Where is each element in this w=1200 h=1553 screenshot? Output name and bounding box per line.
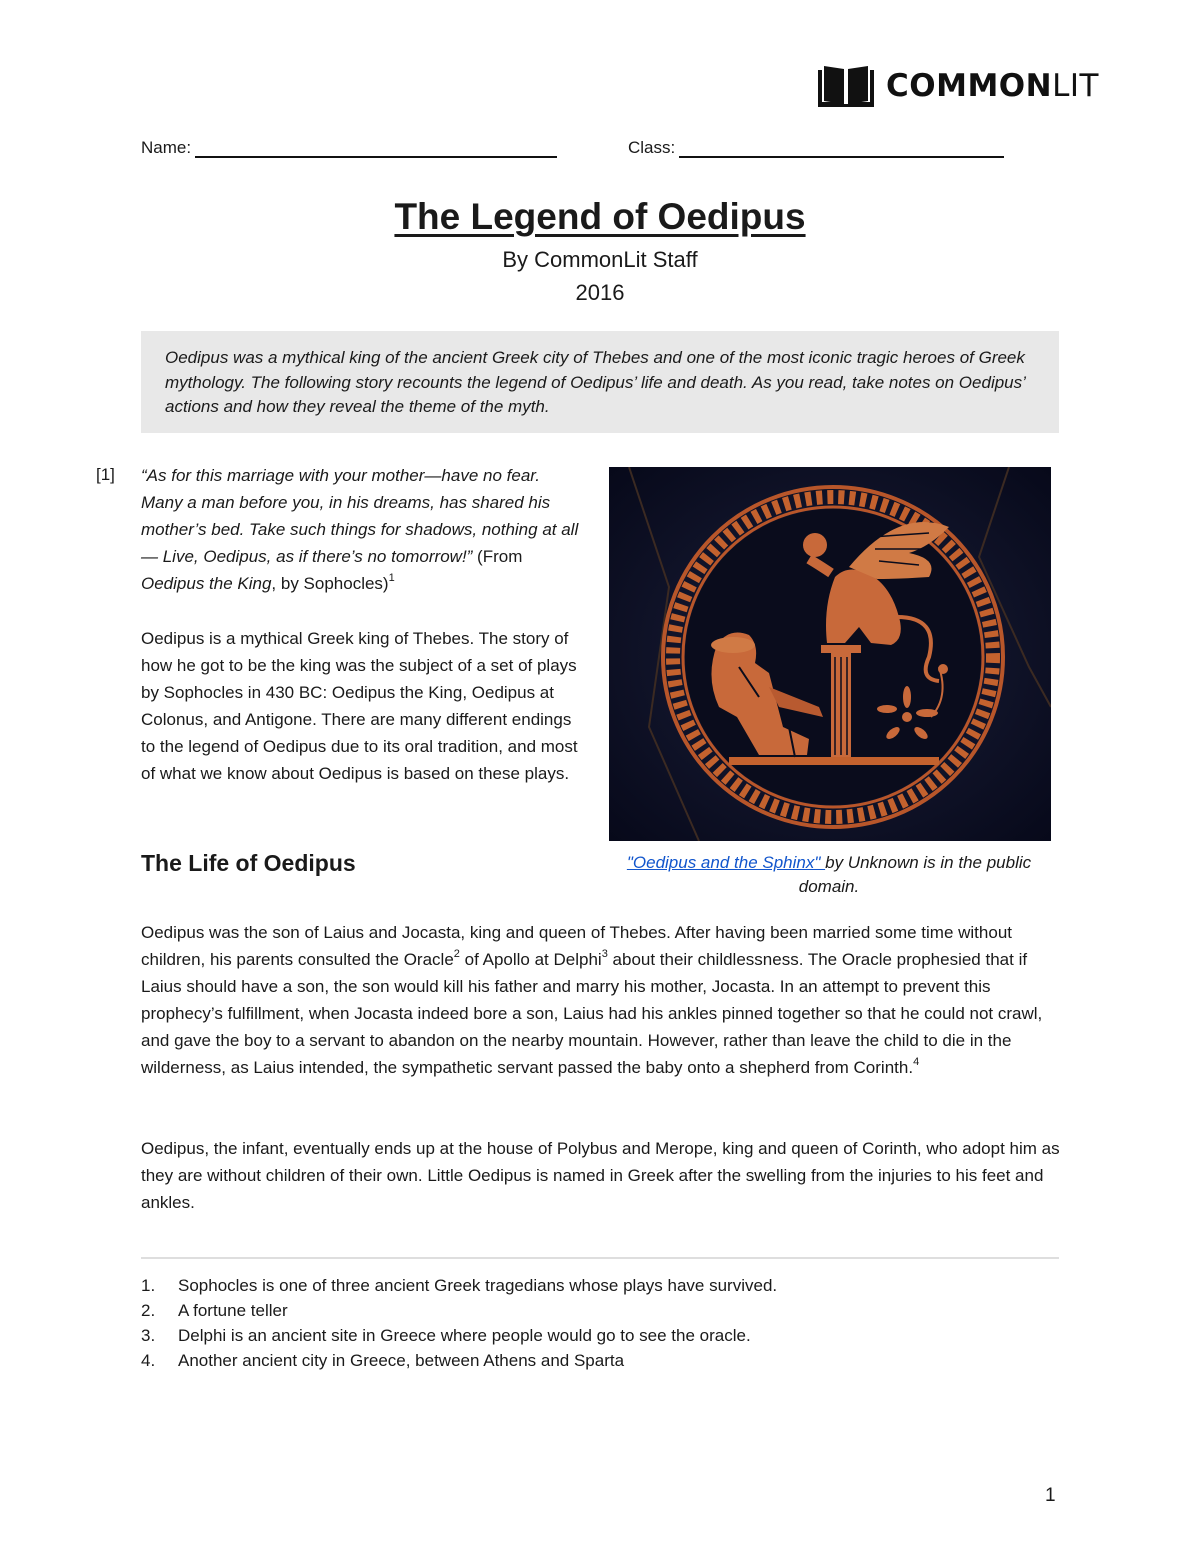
commonlit-logo	[818, 62, 1099, 110]
footnote-item: 4. Another ancient city in Greece, between Athens and Sparta	[141, 1351, 625, 1370]
footnote-item: 1. Sophocles is one of three ancient Greek tragedians whose plays have survived.	[141, 1276, 778, 1295]
image-caption: "Oedipus and the Sphinx" by Unknown is in the public domain.	[626, 853, 1032, 896]
logo-wordmark: COMMONLIT	[886, 68, 1099, 104]
name-field[interactable]	[141, 138, 557, 158]
footnotes-list	[141, 1273, 777, 1373]
oedipus-sphinx-image	[609, 467, 1051, 841]
class-field[interactable]	[628, 138, 1004, 158]
paragraph-number: [1]	[96, 465, 115, 484]
class-blank-line[interactable]	[679, 138, 1004, 158]
name-blank-line[interactable]	[195, 138, 557, 158]
footnote-item: 2. A fortune teller	[141, 1301, 288, 1320]
image-source-link[interactable]: "Oedipus and the Sphinx"	[626, 853, 826, 872]
paragraph-corinth: Oedipus, the infant, eventually ends up at the house of Polybus and Merope, king and queen of Corinth, who adopt him as they are without children of their own. Little Oedipus is named in Greek after the swelling from the injuries to his feet and ankles.	[141, 1139, 1060, 1212]
intro-summary-box: Oedipus was a mythical king of the ancient Greek city of Thebes and one of the most iconic tragic heroes of Greek mythology. The following story recounts the legend of Oedipus’ life and death. As you read, take notes on Oedipus’ actions and how they reveal the theme of the myth.	[141, 331, 1059, 433]
byline: By CommonLit Staff	[502, 247, 698, 272]
paragraph-intro: Oedipus is a mythical Greek king of Thebes. The story of how he got to be the king was the subject of a set of plays by Sophocles in 430 BC: Oedipus the King, Oedipus at Colonus, and Antigone. There are many different endings to the legend of Oedipus due to its oral tradition, and most of what we know about Oedipus is based on these plays.	[141, 629, 578, 783]
footnote-ref-1[interactable]: 1	[388, 572, 395, 585]
name-label: Name:	[141, 138, 192, 157]
footnote-item: 3. Delphi is an ancient site in Greece where people would go to see the oracle.	[141, 1326, 751, 1345]
publication-year: 2016	[575, 280, 625, 305]
footnote-ref-4[interactable]: 4	[913, 1056, 920, 1069]
section-heading: The Life of Oedipus	[141, 850, 356, 876]
page-number: 1	[1045, 1485, 1056, 1506]
open-book-icon	[818, 64, 874, 108]
footnote-ref-2[interactable]: 2	[453, 948, 460, 961]
document-title: The Legend of Oedipus	[394, 196, 806, 237]
class-label: Class:	[628, 138, 676, 157]
footnote-ref-3[interactable]: 3	[601, 948, 608, 961]
footnote-divider	[141, 1257, 1059, 1259]
quote-text: “As for this marriage with your mother—have no fear. Many a man before you, in his dreams, has shared his mother’s bed. Take such things for shadows, nothing at all— Live, Oedipus, as if there’s no tomorrow!”	[141, 466, 579, 566]
quote-work: Oedipus the King	[141, 574, 272, 593]
paragraph-life: Oedipus was the son of Laius and Jocasta, king and queen of Thebes. After having been married some time without children, his parents consulted the Oracle$^2$ of Apollo at Delphi$^3$ about their childlessness. The Oracle prophesied that if Laius should have a son, the son would kill his father and marry his mother, Jocasta. In an attempt to prevent this prophecy’s fulfillment, when Jocasta indeed bore a son, Laius had his ankles pinned together so that he could not crawl, and gave the boy to a servant to abandon on the nearby mountain. However, rather than leave the child to die in the wilderness, as Laius intended, the sympathetic servant passed the baby onto a shepherd from Corinth.$^4$	[141, 923, 1043, 1077]
opening-quote: “As for this marriage with your mother—have no fear. Many a man before you, in his dreams, has shared his mother’s bed. Take such things for shadows, nothing at all— Live, Oedipus, as if there’s no tomorrow!” (From Oedipus the King, by Sophocles)$^1$	[141, 466, 579, 593]
